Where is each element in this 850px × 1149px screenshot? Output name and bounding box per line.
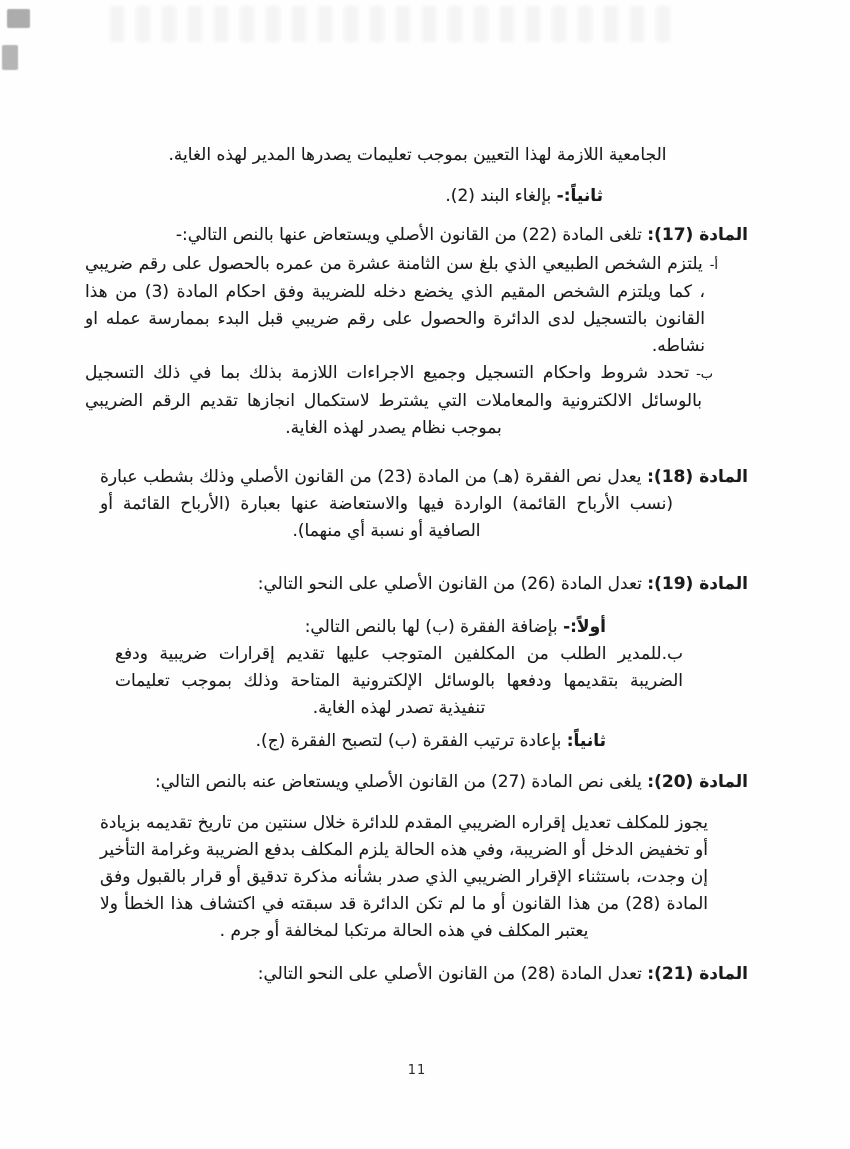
article-19-heading	[85, 571, 748, 598]
article-17-heading-text: تلغى المادة (22) من القانون الأصلي ويستعاض عنها بالنص التالي:-	[175, 225, 642, 245]
article-18-label: المادة (18):	[647, 467, 748, 487]
article-21-heading-text: تعدل المادة (28) من القانون الأصلي على النحو التالي:	[257, 964, 642, 984]
article-21-heading	[85, 961, 748, 988]
page-number: 11	[407, 1063, 427, 1078]
article-17-heading	[85, 222, 748, 249]
article-21-label: المادة (21):	[647, 964, 748, 984]
clause-second-label: ثانياً:-	[556, 186, 603, 206]
second-clause-text: بإعادة ترتيب الفقرة (ب) لتصبح الفقرة (ج).	[255, 731, 562, 751]
scan-artifact-mark	[2, 45, 18, 70]
intro-text: الجامعية اللازمة لهذا التعيين بموجب تعليمات يصدرها المدير لهذه الغاية.	[168, 145, 667, 165]
article-18-paragraph	[100, 464, 748, 545]
article-20-heading-text: يلغى نص المادة (27) من القانون الأصلي ويستعاض عنه بالنص التالي:	[154, 772, 642, 792]
article-19-first-clause	[85, 614, 606, 641]
article-19-heading-text: تعدل المادة (26) من القانون الأصلي على النحو التالي:	[257, 574, 642, 594]
article-17-item-b	[85, 360, 713, 442]
first-clause-label: أولاً:-	[563, 617, 606, 637]
intro-continuation-paragraph	[97, 142, 738, 169]
item-a-text: يلتزم الشخص الطبيعي الذي بلغ سن الثامنة عشرة من عمره بالحصول على رقم ضريبي ، كما ويلتزم الشخص المقيم الذي يخضع دخله للضريبة وفق احكام المادة (3) من هذا القانون بالتسجيل لدى الدائرة والحصول على رقم ضريبي قبل البدء بممارسة عمله او نشاطه.	[85, 254, 705, 356]
article-19-item-b	[115, 641, 683, 722]
clause-second-line	[85, 183, 603, 210]
clause-second-text: بإلغاء البند (2).	[445, 186, 552, 206]
article-17-item-a	[85, 251, 718, 360]
article-20-heading	[85, 769, 748, 796]
article-20-body-text: يجوز للمكلف تعديل إقراره الضريبي المقدم للدائرة خلال سنتين من تاريخ تقديمه بزيادة أو تخفيض الدخل أو الضريبة، وفي هذه الحالة يلزم المكلف بدفع الضريبة وغرامة التأخير إن وجدت، باستثناء الإقرار الضريبي الذي صدر بشأنه مذكرة تدقيق أو قرار بالقبول وفق المادة (28) من هذا القانون أو ما لم تكن الدائرة قد سبقته في اكتشاف هذا الخطأ ولا يعتبر المكلف في هذه الحالة مرتكبا لمخالفة أو جرم .	[100, 813, 708, 941]
article-19-item-b-text: ب.للمدير الطلب من المكلفين المتوجب عليها تقديم إقرارات ضريبية ودفع الضريبة بتقديمها ودفعها بالوسائل الإلكترونية المتاحة وذلك بموجب تعليمات تنفيذية تصدر لهذه الغاية.	[115, 644, 683, 718]
item-b-marker: ب-	[696, 367, 713, 382]
article-19-label: المادة (19):	[647, 574, 748, 594]
article-19-second-clause	[85, 728, 606, 755]
article-18-text: يعدل نص الفقرة (هـ) من المادة (23) من القانون الأصلي وذلك بشطب عبارة (نسب الأرباح القائمة) الواردة فيها والاستعاضة عنها بعبارة (الأرباح القائمة أو الصافية أو نسبة أي منهما).	[100, 467, 673, 541]
second-clause-label: ثانياً:	[566, 731, 606, 751]
scan-artifact-mark	[7, 9, 30, 28]
first-clause-text: بإضافة الفقرة (ب) لها بالنص التالي:	[304, 617, 558, 637]
document-text-column	[85, 0, 748, 988]
article-20-body	[100, 810, 708, 945]
article-17-label: المادة (17):	[647, 225, 748, 245]
article-20-label: المادة (20):	[647, 772, 748, 792]
item-b-text: تحدد شروط واحكام التسجيل وجميع الاجراءات اللازمة بذلك بما في ذلك التسجيل بالوسائل الالكترونية والمعاملات التي يشترط لاستكمال انجازها تقديم الرقم الضريبي بموجب نظام يصدر لهذه الغاية.	[85, 363, 702, 438]
item-a-marker: أ-	[709, 258, 718, 273]
